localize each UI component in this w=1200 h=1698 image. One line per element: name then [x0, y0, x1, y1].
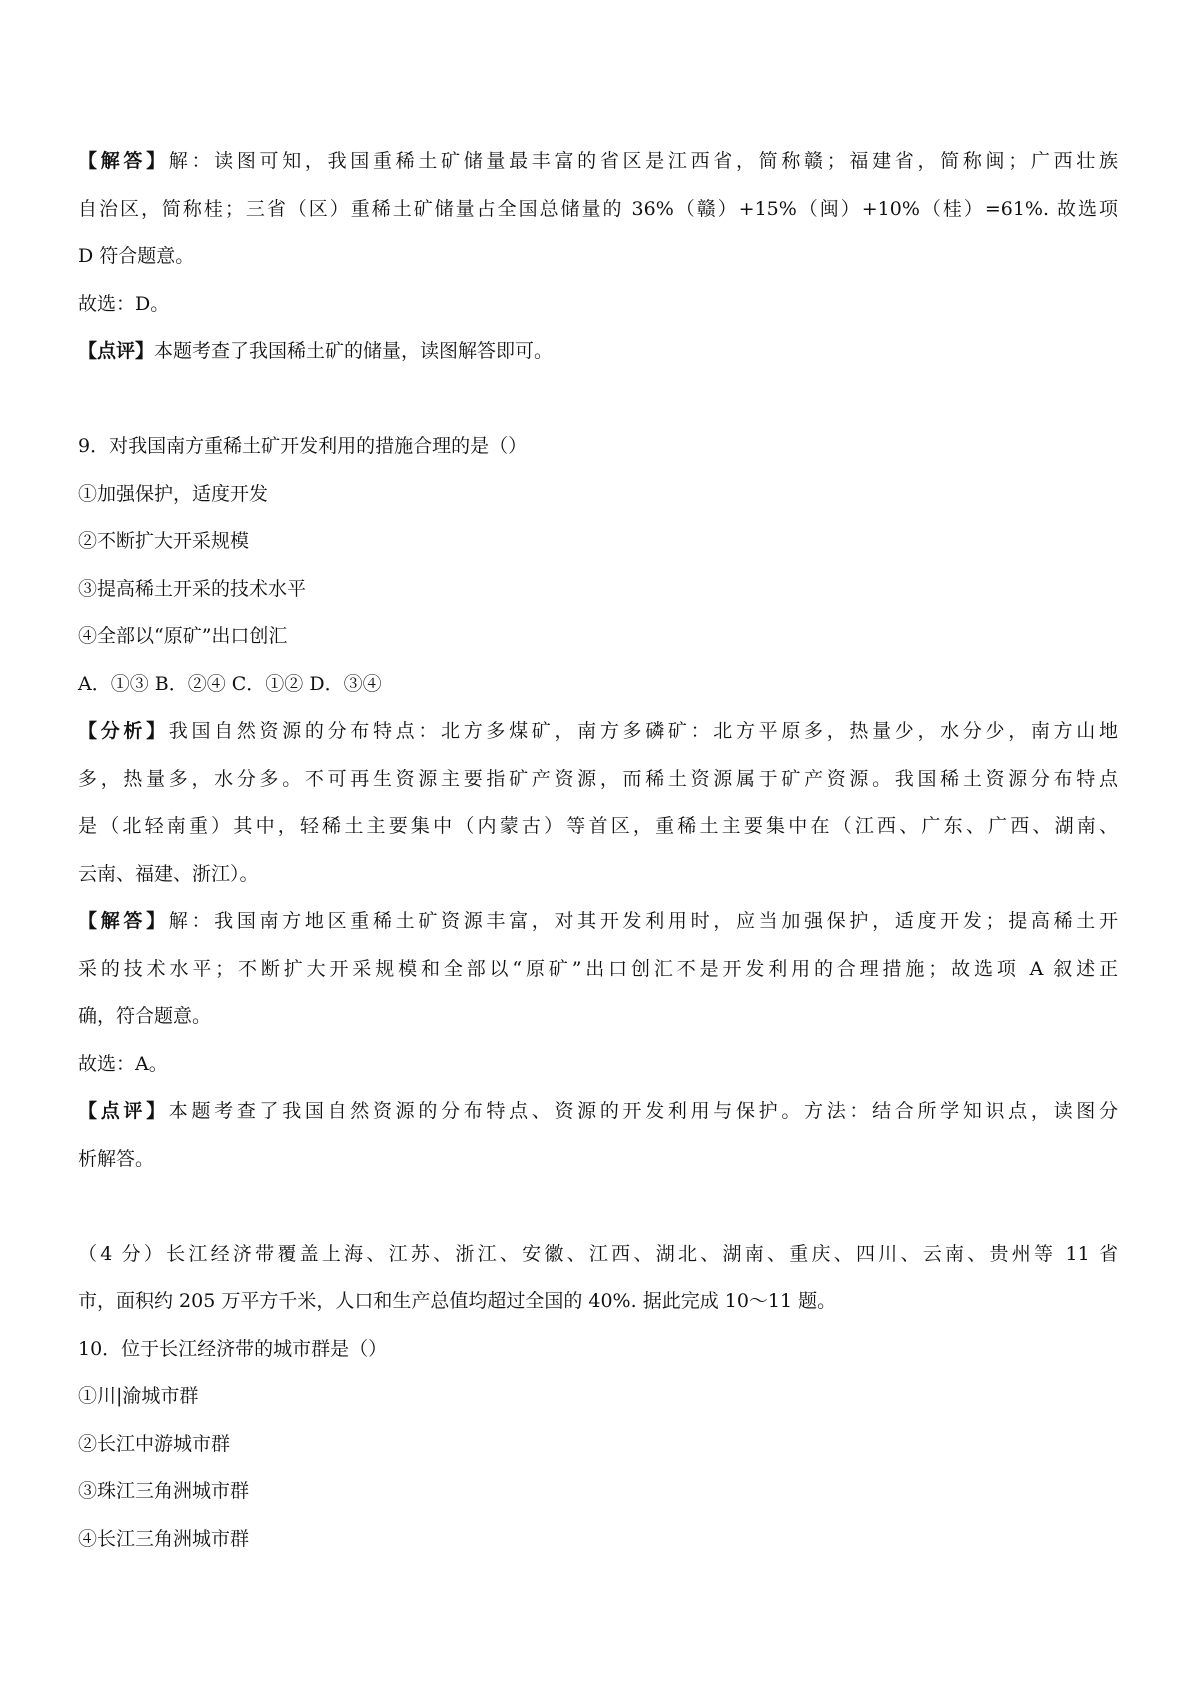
q9-answer-line-2: 采的技术水平；不断扩大开采规模和全部以“原矿”出口创汇不是开发利用的合理措施；故选项 A 叙述正 — [78, 957, 1118, 980]
q10-item-2: ②长江中游城市群 — [78, 1432, 231, 1455]
q8-answer-line-2: 自治区，简称桂；三省（区）重稀土矿储量占全国总储量的 36%（赣）+15%（闽）+10%（桂）=61%. 故选项 — [78, 197, 1118, 220]
review-text: 本题考查了我国自然资源的分布特点、资源的开发利用与保护。方法：结合所学知识点，读图分 — [168, 1100, 1118, 1122]
q10-intro-line-2: 市，面积约 205 万平方千米，人口和生产总值均超过全国的 40%. 据此完成 10～11 题。 — [78, 1290, 837, 1312]
review-tag: 【点评】 — [78, 340, 155, 362]
q9-review-line-1 — [78, 1088, 1118, 1136]
q8-answer-line-3: D 符合题意。 — [78, 245, 195, 267]
q9-item-1: ①加强保护，适度开发 — [78, 482, 269, 505]
q9-options: A．①③ B．②④ C．①② D．③④ — [78, 672, 382, 695]
q10-stem: 10．位于长江经济带的城市群是（） — [78, 1337, 388, 1360]
q9-analysis-line-1 — [78, 708, 1118, 756]
q9-item-3: ③提高稀土开采的技术水平 — [78, 577, 307, 600]
q8-review — [78, 328, 1118, 376]
analysis-tag: 【分析】 — [78, 720, 169, 742]
q10-intro-line-1: （4 分）长江经济带覆盖上海、江苏、浙江、安徽、江西、湖北、湖南、重庆、四川、云南、贵州等 11 省 — [78, 1242, 1118, 1265]
review-tag: 【点评】 — [78, 1100, 169, 1122]
q10-item-4: ④长江三角洲城市群 — [78, 1527, 250, 1550]
q8-choice: 故选：D。 — [78, 292, 170, 315]
q10-item-3: ③珠江三角洲城市群 — [78, 1480, 250, 1502]
q8-answer-line-1 — [78, 138, 1118, 186]
answer-text: 解：读图可知，我国重稀土矿储量最丰富的省区是江西省，简称赣；福建省，简称闽；广西壮族 — [168, 150, 1118, 172]
q9-analysis-line-3: 是（北轻南重）其中，轻稀土主要集中（内蒙古）等首区，重稀土主要集中在（江西、广东、广西、湖南、 — [78, 815, 1118, 837]
q9-item-4: ④全部以“原矿”出口创汇 — [78, 625, 288, 647]
spacer — [78, 1183, 1118, 1231]
answer-tag: 【解答】 — [78, 910, 169, 932]
q9-answer-line-1 — [78, 898, 1118, 946]
answer-tag: 【解答】 — [78, 150, 169, 172]
q9-answer-line-3: 确，符合题意。 — [78, 1005, 212, 1027]
spacer — [78, 376, 1118, 424]
q9-stem: 9．对我国南方重稀土矿开发利用的措施合理的是（） — [78, 435, 528, 457]
document-page — [78, 138, 1118, 1563]
q9-choice: 故选：A。 — [78, 1052, 168, 1075]
q10-item-1: ①川|渝城市群 — [78, 1385, 199, 1407]
q9-analysis-line-2: 多，热量多，水分多。不可再生资源主要指矿产资源，而稀土资源属于矿产资源。我国稀土资源分布特点 — [78, 767, 1118, 790]
review-text: 本题考查了我国稀土矿的储量，读图解答即可。 — [154, 340, 554, 362]
answer-text: 解：我国南方地区重稀土矿资源丰富，对其开发利用时，应当加强保护，适度开发；提高稀土开 — [168, 910, 1118, 932]
q9-review-line-2: 析解答。 — [78, 1147, 155, 1170]
q9-item-2: ②不断扩大开采规模 — [78, 530, 250, 552]
q9-analysis-line-4: 云南、福建、浙江）。 — [78, 862, 259, 885]
analysis-text: 我国自然资源的分布特点：北方多煤矿，南方多磷矿：北方平原多，热量少，水分少，南方山地 — [168, 720, 1118, 742]
